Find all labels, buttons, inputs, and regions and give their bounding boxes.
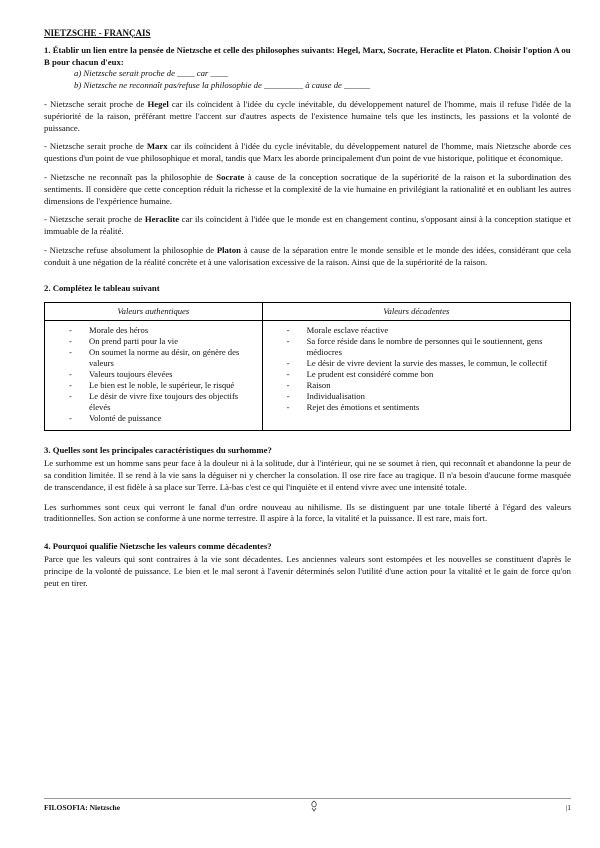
authentic-values-cell [45,321,263,431]
decadent-values-list [269,325,564,413]
question-3-paragraph-1: Le surhomme est un homme sans peur face à la douleur ni à la solitude, dur à l'intérieur, qui ne se soumet à rien, qui reconnaît et abandonne la peur de sa condition limitée. Il se rend à la vie sans la déguiser ni y chercher la consolation. Il ose rire face au tragique. Il n'a besoin d'aucune forme masquée de transcendance, il est fidèle à sa place sur Terre. Là-bas c'est ce qui l'inquiète et il entend vivre avec une intensité totale. [44,458,571,492]
values-table [44,302,571,431]
footer-ornament-icon [308,800,320,812]
footer-subject: FILOSOFIA: Nietzsche [44,803,121,812]
decadent-values-cell [262,321,570,431]
answer-explanation: car ils coïncident à l'idée que le monde est en changement continu, s'opposant ainsi à la conception statique et immuable de la réalité. [44,214,572,237]
list-item: - On soumet la norme au désir, on génère des valeurs [51,347,256,369]
list-item: - Valeurs toujours élevées [51,369,256,380]
question-3-title: 3. Quelles sont les principales caractéristiques du surhomme? [44,445,272,456]
option-a: a) Nietzsche serait proche de ____ car ____ [74,68,228,79]
answer-explanation: car ils coïncident à l'idée du cycle inévitable, du développement naturel de l'homme, mais Nietzsche aborde ces questions d'un point de vue philosophique et moral, tandis que Marx les aborde principalement d'un point de vue historique, politique et économique. [44,141,571,164]
list-item: - On prend parti pour la vie [51,336,256,347]
philosopher-name: Platon [216,244,241,255]
question-4-paragraph-1: Parce que les valeurs qui sont contraires à la vie sont décadentes. Les anciennes valeurs sont estompées et les nouvelles se constituent d'après le principe de la volonté de puissance. Le bien et le mal seront à l'avenir déterminés selon l'utilité d'une action pour la vitalité et le gain de force qu'on peut en tirer. [44,553,571,588]
question-1-answers [44,99,571,269]
answer-paragraph [44,99,571,134]
answer-paragraph [44,245,571,269]
answer-explanation: à cause de la conception socratique de la supériorité de la raison et la subordination des sentiments. Il considère que cette conception réduit la richesse et la complexité de la vie humaine en privilégiant la rationalité et en oubliant les autres dimensions de l'expérience humaine. [44,171,571,206]
answer-explanation: car ils coïncident à l'idée du cycle inévitable, du développement naturel de l'homme, mais il refuse l'idée de la supériorité de la raison, préférant mettre l'accent sur d'autres aspects de l'existence humaine tels que les instincts, les passions et la volonté de puissance. [44,98,572,133]
philosopher-name: Hegel [147,98,169,109]
answer-paragraph [44,141,571,165]
question-2-title: 2. Complétez le tableau suivant [44,282,160,293]
list-item: - Morale des héros [51,325,256,336]
list-item: - Morale esclave réactive [269,325,564,336]
authentic-values-header: Valeurs authentiques [45,303,263,321]
philosopher-name: Marx [146,141,168,152]
page-footer [44,798,571,817]
list-item: - Volonté de puissance [51,413,256,424]
document-title: NIETZSCHE - FRANÇAIS [44,28,151,38]
answer-intro: - Nietzsche serait proche de [44,141,147,152]
page-number: |1 [565,803,571,812]
question-3-paragraph-2: Les surhommes sont ceux qui verront le fanal d'un ordre nouveau au nihilisme. Ils se distinguent par une totale liberté à l'égard des valeurs traditionnelles. Son action se conforme à une norme terrestre. Il aspire à la force, la vitalité et la puissance. Il est rare, mais fort. [44,501,571,524]
list-item: - Rejet des émotions et sentiments [269,402,564,413]
list-item: - Raison [269,380,564,391]
philosopher-name: Socrate [216,171,245,182]
document-page [44,28,571,589]
philosopher-name: Heraclite [144,214,180,225]
option-b: b) Nietzsche ne reconnaît pas/refuse la philosophie de _________ à cause de ______ [74,80,371,91]
decadent-values-header: Valeurs décadentes [262,303,570,321]
answer-intro: - Nietzsche refuse absolument la philosophie de [44,244,217,255]
question-4-title: 4. Pourquoi qualifie Nietzsche les valeurs comme décadentes? [44,541,272,552]
answer-intro: - Nietzsche ne reconnaît pas la philosophie de [44,171,217,182]
answer-explanation: à cause de la séparation entre le monde sensible et le monde des idées, considérant que cela conduit à une négation de la réalité concrète et à une valorisation excessive de la raison. Ainsi que de la supériorité de la raison. [44,244,571,267]
list-item: - Le prudent est considéré comme bon [269,369,564,380]
list-item: - Le désir de vivre fixe toujours des objectifs élevés [51,391,256,413]
answer-intro: - Nietzsche serait proche de [44,98,148,109]
list-item: - Le bien est le noble, le supérieur, le risqué [51,380,256,391]
answer-paragraph [44,172,571,207]
list-item: - Individualisation [269,391,564,402]
authentic-values-list [51,325,256,424]
list-item: - Le désir de vivre devient la survie des masses, le commun, le collectif [269,358,564,369]
question-1-title: 1. Établir un lien entre la pensée de Nietzsche et celle des philosophes suivants: Hegel, Marx, Socrate, Heraclite et Platon. Choisir l'option A ou B pour chacun d'eux: [44,44,571,67]
answer-paragraph [44,214,571,238]
answer-intro: - Nietzsche serait proche de [44,214,145,225]
list-item: - Sa force réside dans le nombre de personnes qui le soutiennent, gens médiocres [269,336,564,358]
